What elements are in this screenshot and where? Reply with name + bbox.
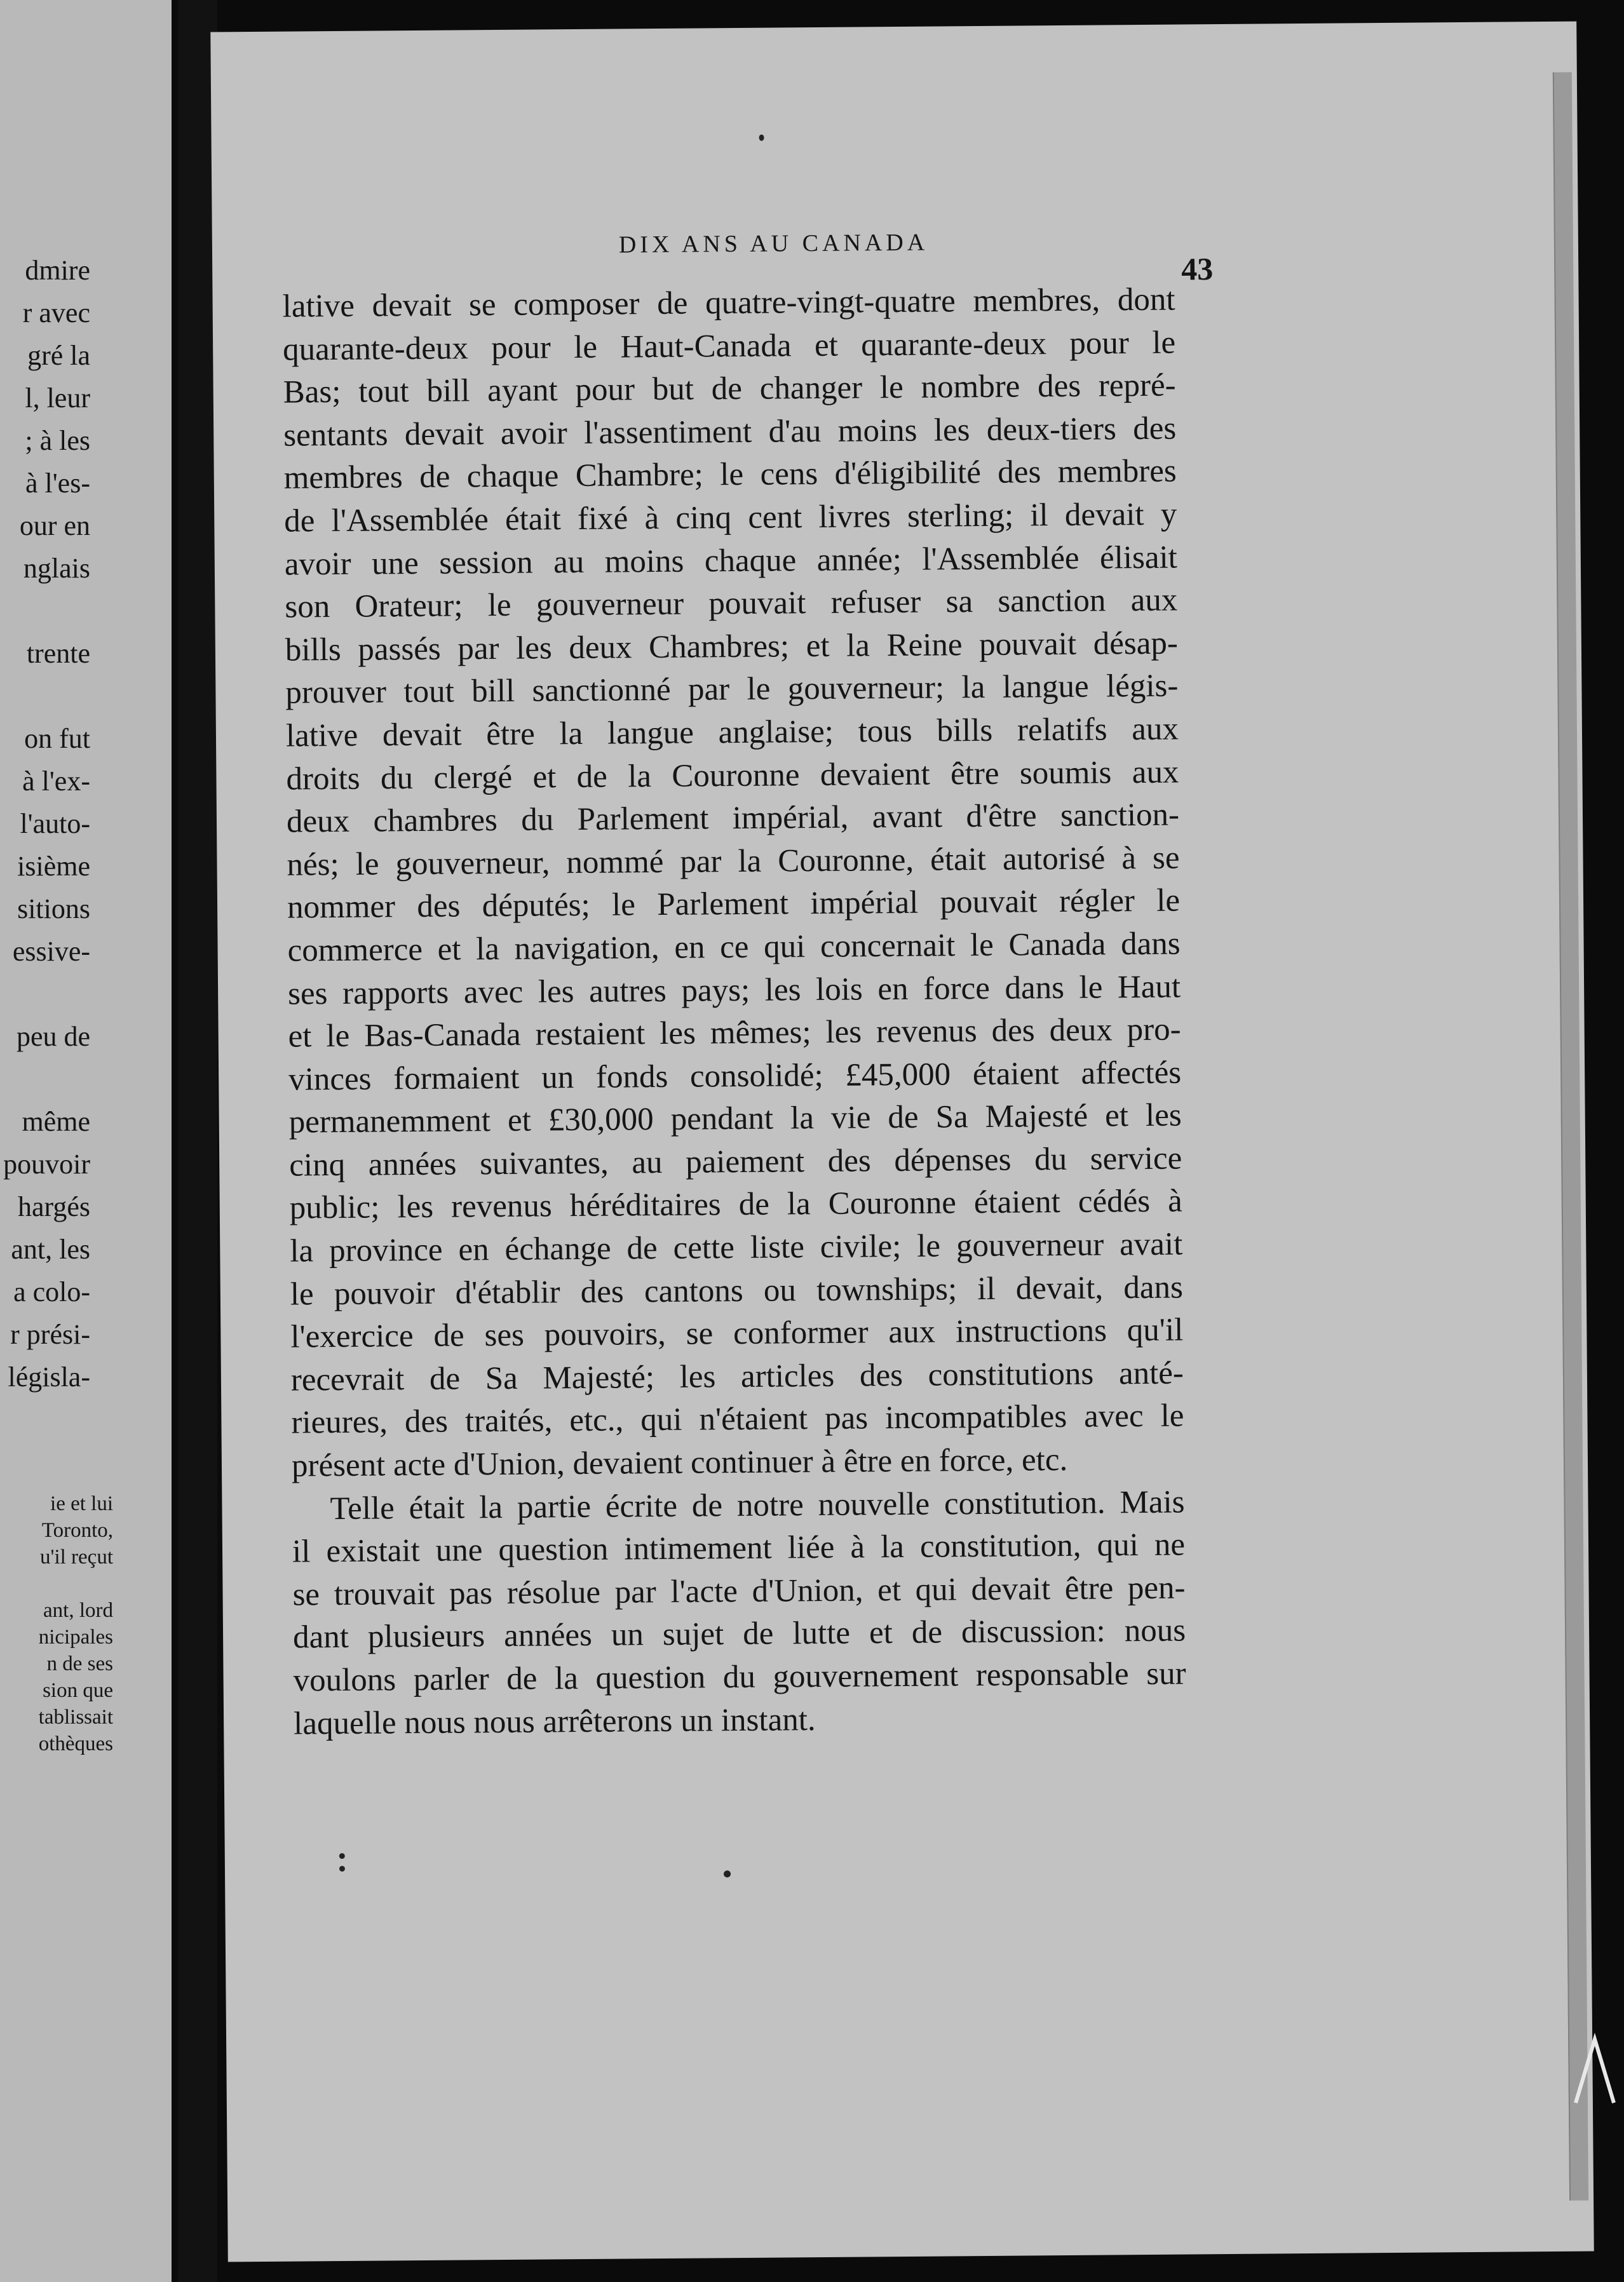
text-line: dant plusieurs années un sujet de lutte et de discussion: nous bbox=[292, 1612, 1186, 1656]
text-line: recevrait de Sa Majesté; les articles des constitutions anté- bbox=[290, 1355, 1184, 1398]
scan-corner-mark bbox=[1569, 2033, 1620, 2109]
text-line: lative devait être la langue anglaise; tous bills relatifs aux bbox=[285, 711, 1179, 754]
left-page-line: pouvoir bbox=[3, 1149, 90, 1180]
left-page-line bbox=[3, 1058, 90, 1100]
text-line: son Orateur; le gouverneur pouvait refuser sa sanction aux bbox=[285, 582, 1178, 625]
left-page-line: peu de bbox=[16, 1021, 90, 1052]
print-speck bbox=[759, 135, 764, 141]
text-line: Bas; tout bill ayant pour but de changer le nombre des repré- bbox=[283, 367, 1176, 410]
left-footnote-line: sion que bbox=[43, 1679, 113, 1702]
text-line: vinces formaient un fonds consolidé; £45,000 étaient affectés bbox=[288, 1055, 1182, 1098]
text-line: présent acte d'Union, devaient continuer à être en force, etc. bbox=[291, 1442, 1068, 1484]
text-line: laquelle nous nous arrêterons un instant. bbox=[293, 1701, 816, 1742]
left-page-line: hargés bbox=[17, 1191, 90, 1222]
text-line: voulons parler de la question du gouvernement responsable sur bbox=[293, 1656, 1186, 1699]
text-line: rieures, des traités, etc., qui n'étaient pas incompatibles avec le bbox=[291, 1398, 1184, 1441]
left-page-footnotes bbox=[39, 1490, 113, 1757]
left-page-line: a colo- bbox=[13, 1276, 90, 1307]
left-footnote-line: ant, lord bbox=[43, 1599, 113, 1622]
book-gutter bbox=[178, 0, 217, 2282]
text-line: avoir une session au moins chaque année; l'Assemblée élisait bbox=[284, 539, 1178, 583]
left-footnote-line: ie et lui bbox=[50, 1492, 113, 1515]
left-page-line bbox=[3, 973, 90, 1015]
left-page-line: r avec bbox=[22, 297, 90, 328]
left-page-line: nglais bbox=[23, 553, 90, 584]
left-footnote-line: u'il reçut bbox=[40, 1546, 113, 1569]
running-head: DIX ANS AU CANADA bbox=[618, 229, 929, 259]
page-43 bbox=[210, 22, 1594, 2262]
text-line: le pouvoir d'établir des cantons ou townships; il devait, dans bbox=[290, 1269, 1184, 1313]
left-page-line: gré la bbox=[27, 340, 90, 371]
text-line: membres de chaque Chambre; le cens d'éligibilité des membres bbox=[283, 453, 1177, 496]
left-footnote-line: othèques bbox=[38, 1732, 113, 1755]
left-facing-page bbox=[0, 0, 172, 2282]
left-page-line: à l'es- bbox=[25, 468, 90, 499]
print-speck bbox=[339, 1853, 345, 1859]
left-page-line: ant, les bbox=[11, 1234, 90, 1265]
left-page-line bbox=[3, 675, 90, 717]
text-line: bills passés par les deux Chambres; et la Reine pouvait désap- bbox=[285, 625, 1179, 668]
left-page-line: même bbox=[22, 1106, 90, 1137]
left-page-line: dmire bbox=[25, 255, 90, 286]
text-line: ses rapports avec les autres pays; les lois en force dans le Haut bbox=[287, 969, 1181, 1012]
text-line: cinq années suivantes, au paiement des dépenses du service bbox=[289, 1140, 1182, 1184]
text-line: Telle était la partie écrite de notre nouvelle constitution. Mais bbox=[330, 1484, 1185, 1527]
left-page-line: essive- bbox=[12, 936, 90, 967]
text-line: deux chambres du Parlement impérial, avant d'être sanction- bbox=[286, 797, 1180, 840]
left-footnote-line: Toronto, bbox=[41, 1519, 113, 1542]
text-line: quarante-deux pour le Haut-Canada et quarante-deux pour le bbox=[282, 325, 1176, 368]
left-page-line: à l'ex- bbox=[22, 766, 90, 797]
text-line: public; les revenus héréditaires de la Couronne étaient cédés à bbox=[289, 1184, 1182, 1227]
left-page-line: our en bbox=[19, 510, 90, 541]
text-line: il existait une question intimement liée à la constitution, qui ne bbox=[292, 1527, 1186, 1570]
left-page-line: trente bbox=[26, 638, 90, 669]
left-footnote-line: n de ses bbox=[46, 1652, 113, 1675]
left-page-line: isième bbox=[17, 851, 90, 882]
left-page-line: r prési- bbox=[10, 1319, 90, 1350]
left-page-line: sitions bbox=[17, 893, 90, 924]
paragraph-1 bbox=[282, 279, 1184, 1489]
paragraph-2 bbox=[292, 1481, 1186, 1746]
left-page-line: l'auto- bbox=[20, 808, 90, 839]
left-page-line bbox=[3, 590, 90, 632]
text-line: se trouvait pas résolue par l'acte d'Union, et qui devait être pen- bbox=[292, 1570, 1186, 1613]
text-line: l'exercice de ses pouvoirs, se conformer aux instructions qu'il bbox=[290, 1312, 1184, 1355]
left-page-line: on fut bbox=[24, 723, 90, 754]
text-line: nommer des députés; le Parlement impérial pouvait régler le bbox=[287, 882, 1181, 926]
text-line: et le Bas-Canada restaient les mêmes; les revenus des deux pro- bbox=[288, 1011, 1181, 1055]
text-line: nés; le gouverneur, nommé par la Couronne, était autorisé à se bbox=[287, 840, 1180, 883]
body-text bbox=[282, 279, 1186, 1746]
print-speck bbox=[724, 1870, 731, 1877]
left-page-line: législa- bbox=[8, 1361, 90, 1393]
print-speck bbox=[339, 1866, 345, 1872]
left-page-text bbox=[3, 249, 90, 1398]
page-number: 43 bbox=[1181, 251, 1214, 287]
text-line: la province en échange de cette liste civile; le gouverneur avait bbox=[290, 1226, 1183, 1269]
left-footnote-line bbox=[39, 1570, 113, 1597]
left-footnote-line: tablissait bbox=[38, 1706, 113, 1729]
text-line: droits du clergé et de la Couronne devaient être soumis aux bbox=[286, 754, 1179, 797]
left-footnote-line: nicipales bbox=[38, 1626, 113, 1649]
left-page-line: ; à les bbox=[25, 425, 90, 456]
page-edge-shadow bbox=[1553, 72, 1588, 2201]
left-page-line: l, leur bbox=[25, 382, 90, 414]
text-line: lative devait se composer de quatre-vingt-quatre membres, dont bbox=[282, 281, 1175, 325]
text-line: sentants devait avoir l'assentiment d'au moins les deux-tiers des bbox=[283, 410, 1177, 454]
text-line: commerce et la navigation, en ce qui concernait le Canada dans bbox=[287, 926, 1181, 969]
text-line: permanemment et £30,000 pendant la vie de Sa Majesté et les bbox=[288, 1097, 1182, 1140]
text-line: prouver tout bill sanctionné par le gouverneur; la langue légis- bbox=[285, 668, 1179, 711]
text-line: de l'Assemblée était fixé à cinq cent livres sterling; il devait y bbox=[284, 496, 1177, 539]
